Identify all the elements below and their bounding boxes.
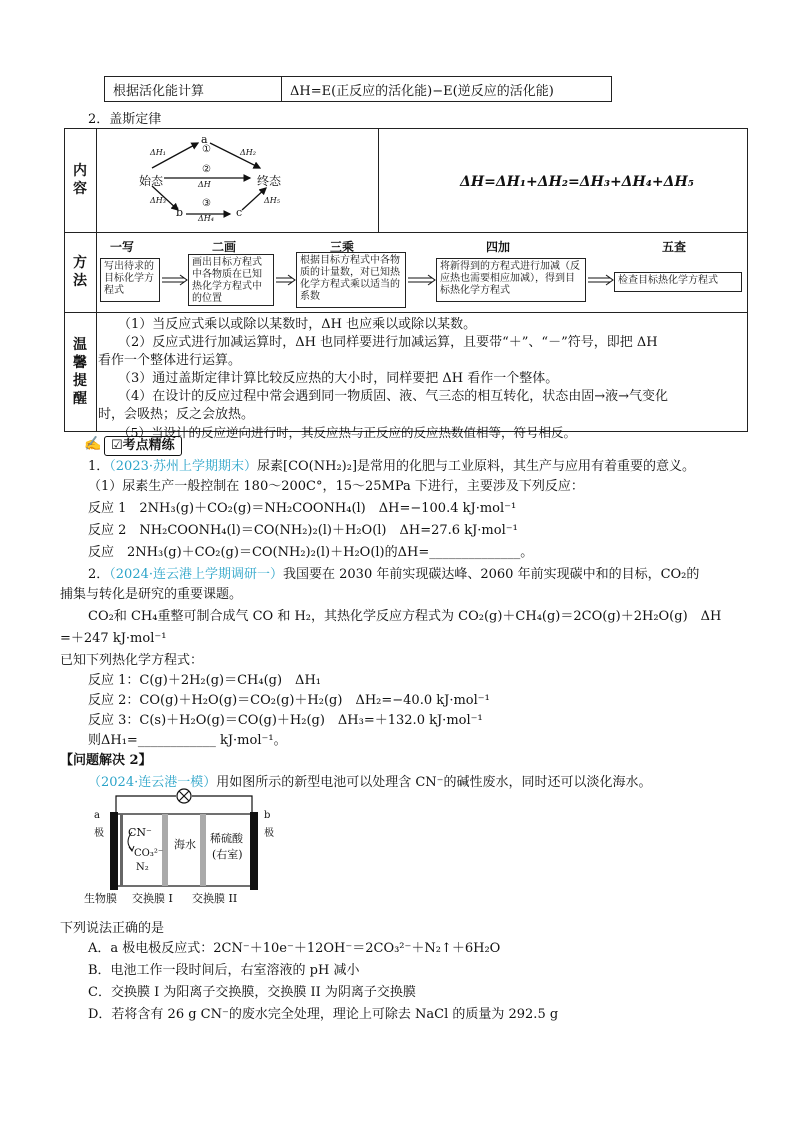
step-3-label: ③ xyxy=(202,198,211,209)
fig-ji2: 极 xyxy=(264,828,274,839)
fig-b: b xyxy=(264,810,271,821)
step-box-1: 写出待求的目标化学方程式 xyxy=(100,258,160,302)
step-box-5: 检查目标热化学方程式 xyxy=(614,272,742,292)
node-a: a xyxy=(201,133,208,146)
row1-label: 内容 xyxy=(73,163,87,197)
fig-n2: N₂ xyxy=(136,862,149,873)
tip-5: （5）当设计的反应逆向进行时，其反应热与正反应的反应热数值相等，符号相反。 xyxy=(118,425,576,440)
q1-reaction-2: 反应 2 NH₂COONH₄(l)＝CO(NH₂)₂(l)＋H₂O(l) ΔH=27.6 kJ·mol⁻¹ xyxy=(88,523,518,538)
q2-text2: 捕集与转化是研究的重要课题。 xyxy=(60,587,243,602)
dh5-label: ΔH₅ xyxy=(264,196,280,205)
problem-title: 【问题解决 2】 xyxy=(60,753,152,768)
step-head-3: 三乘 xyxy=(330,240,355,254)
problem-source: （2024·连云港一模） xyxy=(88,775,217,790)
step-arrows xyxy=(160,270,620,290)
dh3-label: ΔH₃ xyxy=(150,196,166,205)
activation-energy-row xyxy=(104,76,612,102)
q2-answer: 则ΔH₁=____________ kJ·mol⁻¹。 xyxy=(88,733,287,748)
dh2-label: ΔH₂ xyxy=(240,148,256,157)
step-box-3: 根据目标方程式中各物质的计量数，对已知热化学方程式乘以适当的系数 xyxy=(296,252,406,308)
node-b: b xyxy=(176,206,184,219)
pen-icon: ✍ xyxy=(84,436,102,452)
q2-reaction-2: 反应 2：CO(g)＋H₂O(g)＝CO₂(g)＋H₂(g) ΔH₂=−40.0 kJ·mol⁻¹ xyxy=(88,693,490,708)
q2-reaction-3: 反应 3：C(s)＋H₂O(g)＝CO(g)＋H₂(g) ΔH₃=＋132.0 kJ·mol⁻¹ xyxy=(88,713,483,728)
tip-2-cont: 看作一个整体进行运算。 xyxy=(98,353,242,368)
tip-2: （2）反应式进行加减运算时，ΔH 也同样要进行加减运算，且要带“＋”、“－”符号，即把 ΔH xyxy=(118,335,658,350)
q1-line: 1．（2023·苏州上学期期末）尿素[CO(NH₂)₂]是常用的化肥与工业原料，其生产与应用有着重要的意义。 xyxy=(88,459,696,474)
q2-source: （2024·连云港上学期调研一） xyxy=(109,567,283,582)
option-c: C．交换膜 I 为阳离子交换膜，交换膜 II 为阴离子交换膜 xyxy=(88,985,416,1000)
step-head-2: 二画 xyxy=(212,240,237,254)
section-title: 2．盖斯定律 xyxy=(88,112,162,127)
q2-reaction-1: 反应 1：C(g)＋2H₂(g)＝CH₄(g) ΔH₁ xyxy=(88,673,321,688)
hess-equation: ΔH=ΔH₁+ΔH₂=ΔH₃+ΔH₄+ΔH₅ xyxy=(460,174,694,190)
section-header xyxy=(104,436,182,456)
fig-membrane-1: 交换膜 I xyxy=(132,892,173,905)
dh1-label: ΔH₁ xyxy=(150,148,166,157)
step-head-1: 一写 xyxy=(110,240,135,254)
q1-reaction-3: 反应 2NH₃(g)＋CO₂(g)＝CO(NH₂)₂(l)＋H₂O(l)的ΔH=______________。 xyxy=(88,545,534,560)
q1-sub1: （1）尿素生产一般控制在 180～200C°，15～25MPa 下进行，主要涉及下列反应： xyxy=(88,479,584,494)
row3-label: 温馨提醒 xyxy=(73,337,87,407)
step-1-label: ① xyxy=(202,144,211,155)
q1-reaction-1: 反应 1 2NH₃(g)＋CO₂(g)＝NH₂COONH₄(l) ΔH=−100.4 kJ·mol⁻¹ xyxy=(88,501,517,516)
check-icon: ☑ xyxy=(111,438,123,453)
tip-4: （4）在设计的反应过程中常会遇到同一物质固、液、气三态的相互转化，状态由固→液→气变化 xyxy=(118,389,669,404)
fig-cn: CN⁻ xyxy=(128,826,152,839)
fig-seawater: 海水 xyxy=(174,838,196,851)
tip-3: （3）通过盖斯定律计算比较反应热的大小时，同样要把 ΔH 看作一个整体。 xyxy=(118,371,559,386)
q2-known: 已知下列热化学方程式： xyxy=(60,653,204,668)
step-2-label: ② xyxy=(202,164,211,175)
section-header-text: 考点精练 xyxy=(122,438,175,453)
step-box-4: 将新得到的方程式进行加减（反应热也需要相应加减），得到目标热化学方程式 xyxy=(436,258,586,302)
q2-dh: =＋247 kJ·mol⁻¹ xyxy=(60,631,167,646)
row2-label: 方法 xyxy=(73,255,87,289)
problem-line: （2024·连云港一模）用如图所示的新型电池可以处理含 CN⁻的碱性废水，同时还可以淡化海水。 xyxy=(88,775,652,790)
q1-source: （2023·苏州上学期期末） xyxy=(109,459,257,474)
q2-equation: CO₂和 CH₄重整可制合成气 CO 和 H₂，其热化学反应方程式为 CO₂(g)＋CH₄(g)＝2CO(g)＋2H₂O(g) ΔH xyxy=(88,609,722,624)
start-state: 始态 xyxy=(139,174,164,188)
tip-1: （1）当反应式乘以或除以某数时，ΔH 也应乘以或除以某数。 xyxy=(118,317,477,332)
step-head-5: 五查 xyxy=(662,240,687,254)
step-head-4: 四加 xyxy=(486,240,511,254)
fig-membrane-2: 交换膜 II xyxy=(192,892,238,905)
fig-ji1: 极 xyxy=(94,828,104,839)
step-box-2: 画出目标方程式中各物质在已知热化学方程式中的位置 xyxy=(188,254,274,306)
node-c: c xyxy=(236,206,243,219)
fig-right-chamber: (右室) xyxy=(212,848,243,861)
option-b: B．电池工作一段时间后，右室溶液的 pH 减小 xyxy=(88,963,360,978)
fig-a: a xyxy=(94,810,100,821)
row-label: 根据活化能计算 xyxy=(105,77,282,102)
fig-co3: CO₃²⁻ xyxy=(134,848,164,859)
dh4-label: ΔH₄ xyxy=(198,214,214,223)
end-state: 终态 xyxy=(257,174,282,188)
fig-acid: 稀硫酸 xyxy=(210,832,243,845)
option-a: A．a 极电极反应式：2CN⁻＋10e⁻＋12OH⁻＝2CO₃²⁻＋N₂↑＋6H₂O xyxy=(88,941,501,956)
tip-4-cont: 时，会吸热；反之会放热。 xyxy=(98,407,255,422)
problem-stem: 下列说法正确的是 xyxy=(60,921,165,936)
q2-line: 2．（2024·连云港上学期调研一）我国要在 2030 年前实现碳达峰、2060 年前实现碳中和的目标，CO₂的 xyxy=(88,567,700,582)
dh-label: ΔH xyxy=(198,180,211,189)
row-formula: ΔH=E(正反应的活化能)−E(逆反应的活化能) xyxy=(282,77,612,102)
option-d: D．若将含有 26 g CN⁻的废水完全处理，理论上可除去 NaCl 的质量为 292.5 g xyxy=(88,1007,559,1022)
fig-bio-membrane: 生物膜 xyxy=(84,892,117,905)
